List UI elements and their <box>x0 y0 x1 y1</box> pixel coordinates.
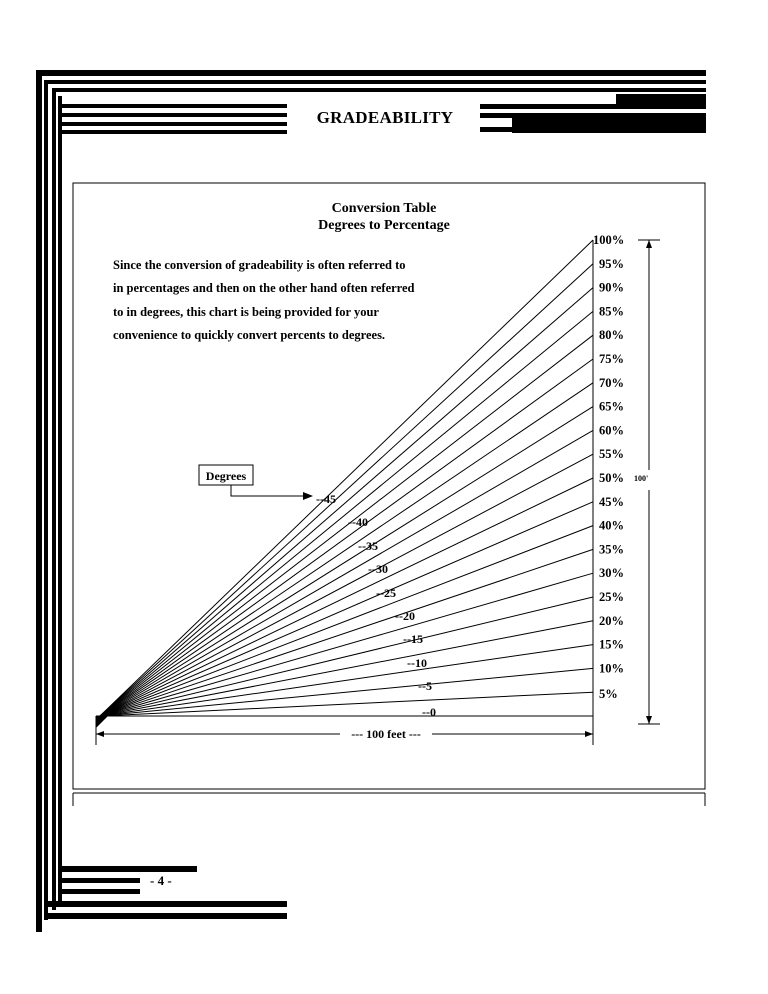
percent-label: 100% <box>593 233 625 247</box>
percent-label: 5% <box>599 687 618 702</box>
percent-labels <box>593 233 624 701</box>
page-title: GRADEABILITY <box>316 108 454 127</box>
degree-label: --20 <box>395 609 415 623</box>
degree-label: --15 <box>403 632 423 646</box>
apex-marker <box>96 716 108 728</box>
intro-line: Since the conversion of gradeability is often referred to <box>113 258 406 272</box>
percent-label: 80% <box>599 328 624 343</box>
arrowhead-up <box>646 240 652 248</box>
percent-label: 60% <box>599 423 624 438</box>
percent-label: 15% <box>599 637 624 652</box>
percent-ray <box>100 454 593 716</box>
degree-label: --40 <box>348 515 368 529</box>
percent-label: 75% <box>599 352 624 366</box>
degree-label: --45 <box>316 492 336 506</box>
percent-label: 55% <box>599 447 624 462</box>
chart-title-line2: Degrees to Percentage <box>318 218 450 233</box>
intro-line: to in degrees, this chart is being provided for your <box>113 305 379 319</box>
degree-label: --0 <box>422 705 436 719</box>
intro-line: in percentages and then on the other hand often referred <box>113 281 415 295</box>
percent-ray <box>100 502 593 716</box>
percent-ray <box>100 597 593 716</box>
chart-title-line1: Conversion Table <box>331 201 437 216</box>
percent-label: 30% <box>599 566 624 581</box>
arrowhead-down <box>646 716 652 724</box>
percent-ray <box>100 668 593 716</box>
percent-ray <box>100 549 593 716</box>
degree-label: --30 <box>368 562 388 576</box>
percent-label: 10% <box>599 661 624 676</box>
percent-label: 95% <box>599 256 624 271</box>
base-label: --- 100 feet --- <box>351 727 421 741</box>
rise-label: 100' <box>634 474 649 483</box>
percent-ray <box>100 526 593 716</box>
intro-line: convenience to quickly convert percents to degrees. <box>113 328 386 342</box>
percent-label: 40% <box>599 518 624 533</box>
percent-ray <box>100 430 593 716</box>
percent-label: 45% <box>599 494 624 509</box>
percent-label: 50% <box>599 471 624 485</box>
percent-ray <box>100 407 593 716</box>
degree-labels <box>316 492 436 719</box>
percent-ray <box>100 335 593 716</box>
percent-label: 35% <box>599 542 624 557</box>
degree-label: --5 <box>418 679 432 693</box>
degrees-pointer <box>231 485 305 496</box>
percent-label: 20% <box>599 613 624 628</box>
arrowhead-right <box>585 731 593 737</box>
percent-label: 65% <box>599 399 624 414</box>
degrees-pointer-arrowhead <box>303 492 313 500</box>
degree-label: --10 <box>407 656 427 670</box>
percent-label: 85% <box>599 304 624 319</box>
degrees-box-label: Degrees <box>205 469 247 483</box>
percent-label: 25% <box>599 590 624 604</box>
percent-label: 70% <box>599 375 624 390</box>
page-number: - 4 - <box>150 873 172 888</box>
percent-ray <box>100 288 593 716</box>
percent-ray <box>100 621 593 716</box>
degree-label: --25 <box>376 586 396 600</box>
percent-ray <box>100 359 593 716</box>
degree-label: --35 <box>358 539 378 553</box>
percent-label: 90% <box>599 280 624 295</box>
arrowhead-left <box>96 731 104 737</box>
percent-ray <box>100 692 593 716</box>
percent-ray <box>100 383 593 716</box>
